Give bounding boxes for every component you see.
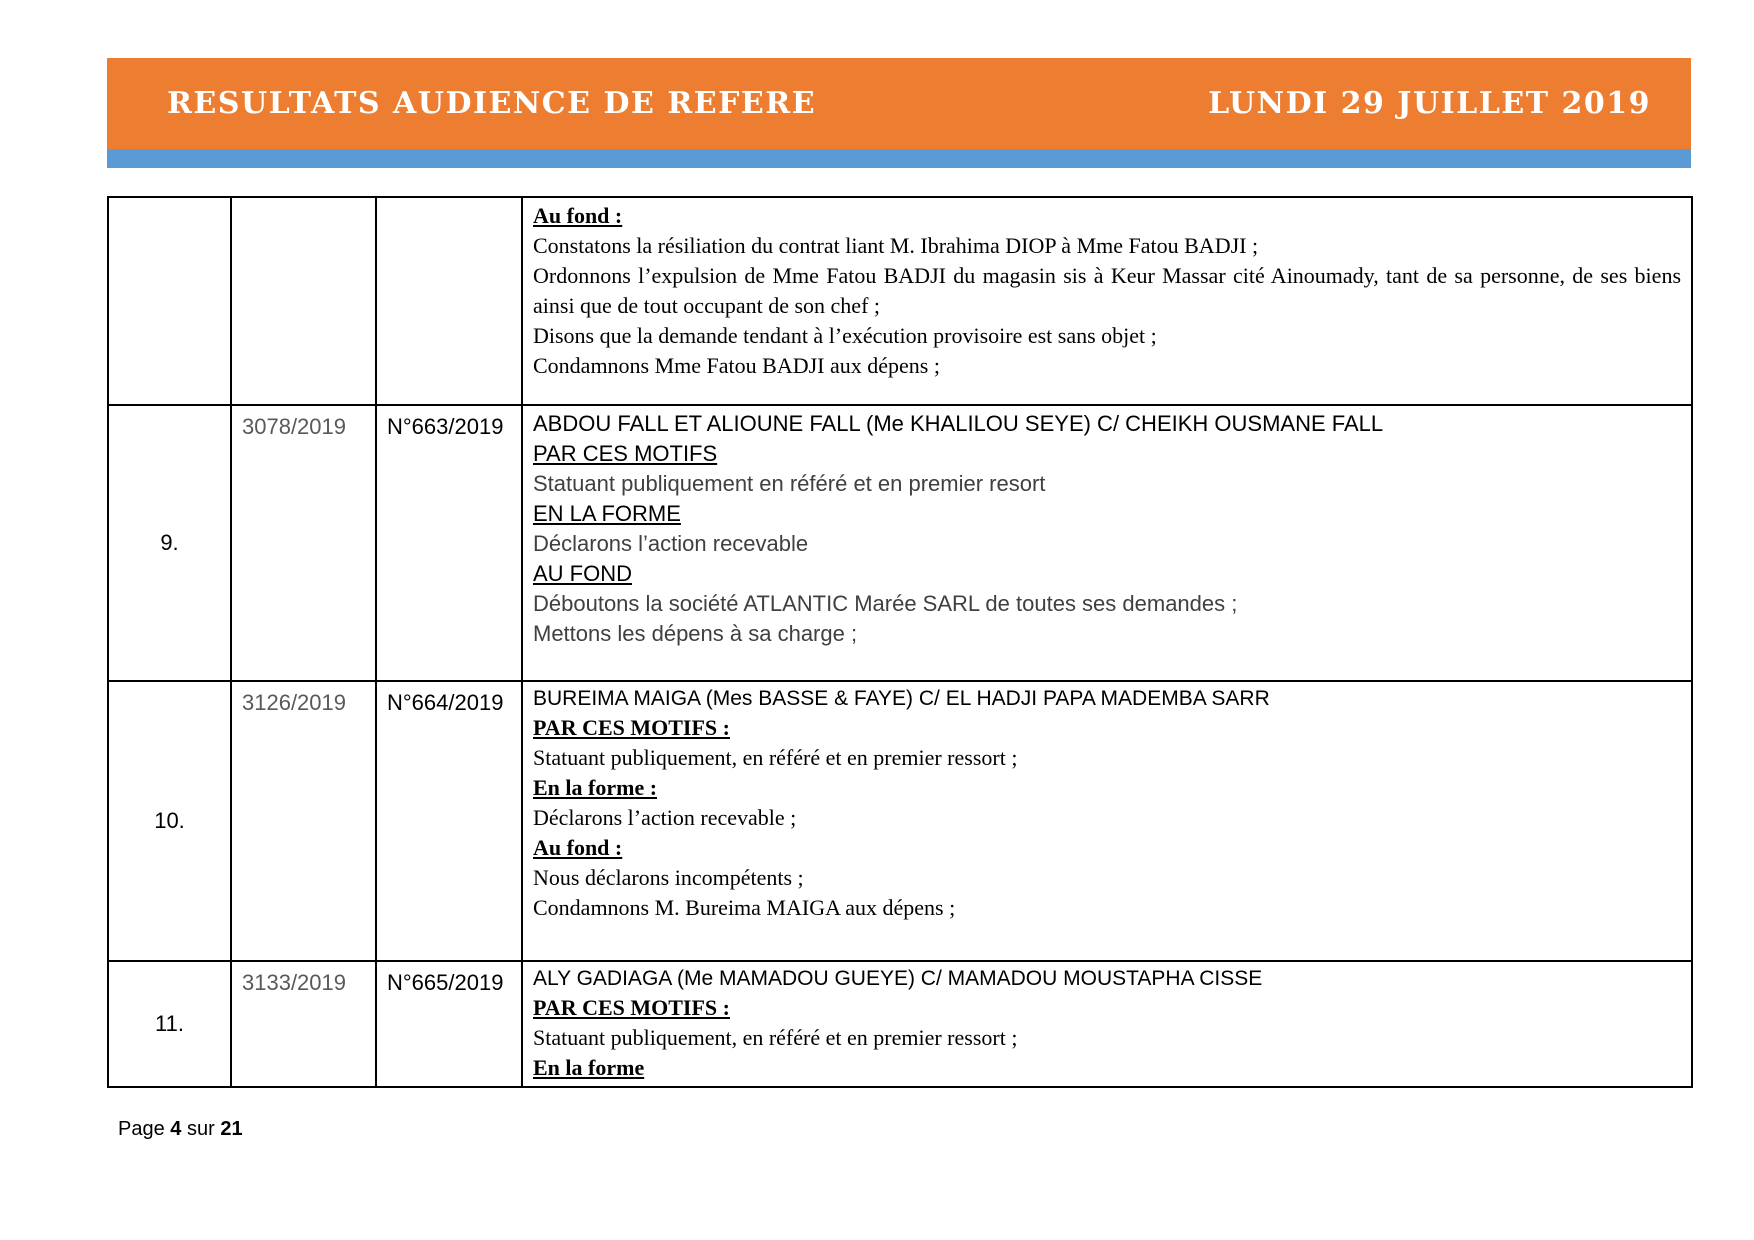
ruling-line: Déboutons la société ATLANTIC Marée SARL de toutes ses demandes ; [533, 591, 1238, 616]
ruling-text [522, 961, 1692, 1087]
case-rg-number: 3133/2019 [231, 961, 376, 1087]
rulings-table [107, 196, 1693, 1088]
page-footer [118, 1118, 243, 1141]
case-parties: ABDOU FALL ET ALIOUNE FALL (Me KHALILOU SEYE) C/ CHEIKH OUSMANE FALL [533, 411, 1384, 436]
case-number: 9. [108, 405, 231, 681]
ruling-line: Constatons la résiliation du contrat liant M. Ibrahima DIOP à Mme Fatou BADJI ; [533, 233, 1259, 258]
header-accent-bar [107, 149, 1691, 168]
ruling-text [522, 681, 1692, 961]
ruling-line: Déclarons l’action recevable ; [533, 805, 797, 830]
section-heading: PAR CES MOTIFS : [533, 715, 730, 740]
case-number: 10. [108, 681, 231, 961]
case-number: 11. [108, 961, 231, 1087]
ordonnance-number [376, 197, 522, 405]
footer-total-pages: 21 [220, 1118, 243, 1140]
case-rg-number [231, 197, 376, 405]
ruling-text [522, 197, 1692, 405]
footer-separator: sur [186, 1118, 215, 1140]
section-heading: PAR CES MOTIFS : [533, 995, 730, 1020]
case-rg-number: 3126/2019 [231, 681, 376, 961]
case-parties: ALY GADIAGA (Me MAMADOU GUEYE) C/ MAMADOU MOUSTAPHA CISSE [533, 967, 1263, 990]
ruling-line: Statuant publiquement, en référé et en premier ressort ; [533, 1025, 1018, 1050]
section-heading: Au fond : [533, 203, 623, 228]
ruling-line: Nous déclarons incompétents ; [533, 865, 804, 890]
section-heading: Au fond : [533, 835, 623, 860]
footer-page-label: Page [118, 1118, 165, 1140]
ordonnance-number: N°664/2019 [376, 681, 522, 961]
case-rg-number: 3078/2019 [231, 405, 376, 681]
ruling-text [522, 405, 1692, 681]
ruling-line: Statuant publiquement en référé et en premier resort [533, 471, 1046, 496]
section-heading: EN LA FORME [533, 501, 681, 526]
ruling-line: Statuant publiquement, en référé et en premier ressort ; [533, 745, 1018, 770]
ruling-line: Condamnons Mme Fatou BADJI aux dépens ; [533, 353, 940, 378]
section-heading: PAR CES MOTIFS [533, 441, 718, 466]
section-heading: En la forme [533, 1055, 645, 1080]
table-row [108, 405, 1692, 681]
ruling-line: Mettons les dépens à sa charge ; [533, 621, 858, 646]
table-row [108, 197, 1692, 405]
table-row [108, 961, 1692, 1087]
table-row [108, 681, 1692, 961]
header-date: LUNDI 29 JUILLET 2019 [1208, 86, 1651, 121]
footer-current-page: 4 [170, 1118, 182, 1140]
ruling-line: Ordonnons l’expulsion de Mme Fatou BADJI du magasin sis à Keur Massar cité Ainoumady, tant de sa personne, de ses biens ainsi que de tout occupant de son chef ; [533, 263, 1681, 318]
case-parties: BUREIMA MAIGA (Mes BASSE & FAYE) C/ EL HADJI PAPA MADEMBA SARR [533, 687, 1270, 710]
ordonnance-number: N°663/2019 [376, 405, 522, 681]
section-heading: En la forme : [533, 775, 658, 800]
section-heading: AU FOND [533, 561, 632, 586]
ruling-line: Condamnons M. Bureima MAIGA aux dépens ; [533, 895, 956, 920]
case-number [108, 197, 231, 405]
ruling-line: Disons que la demande tendant à l’exécution provisoire est sans objet ; [533, 323, 1157, 348]
header-title: RESULTATS AUDIENCE DE REFERE [167, 86, 817, 121]
ordonnance-number: N°665/2019 [376, 961, 522, 1087]
ruling-line: Déclarons l’action recevable [533, 531, 809, 556]
page-header-banner [107, 58, 1691, 149]
